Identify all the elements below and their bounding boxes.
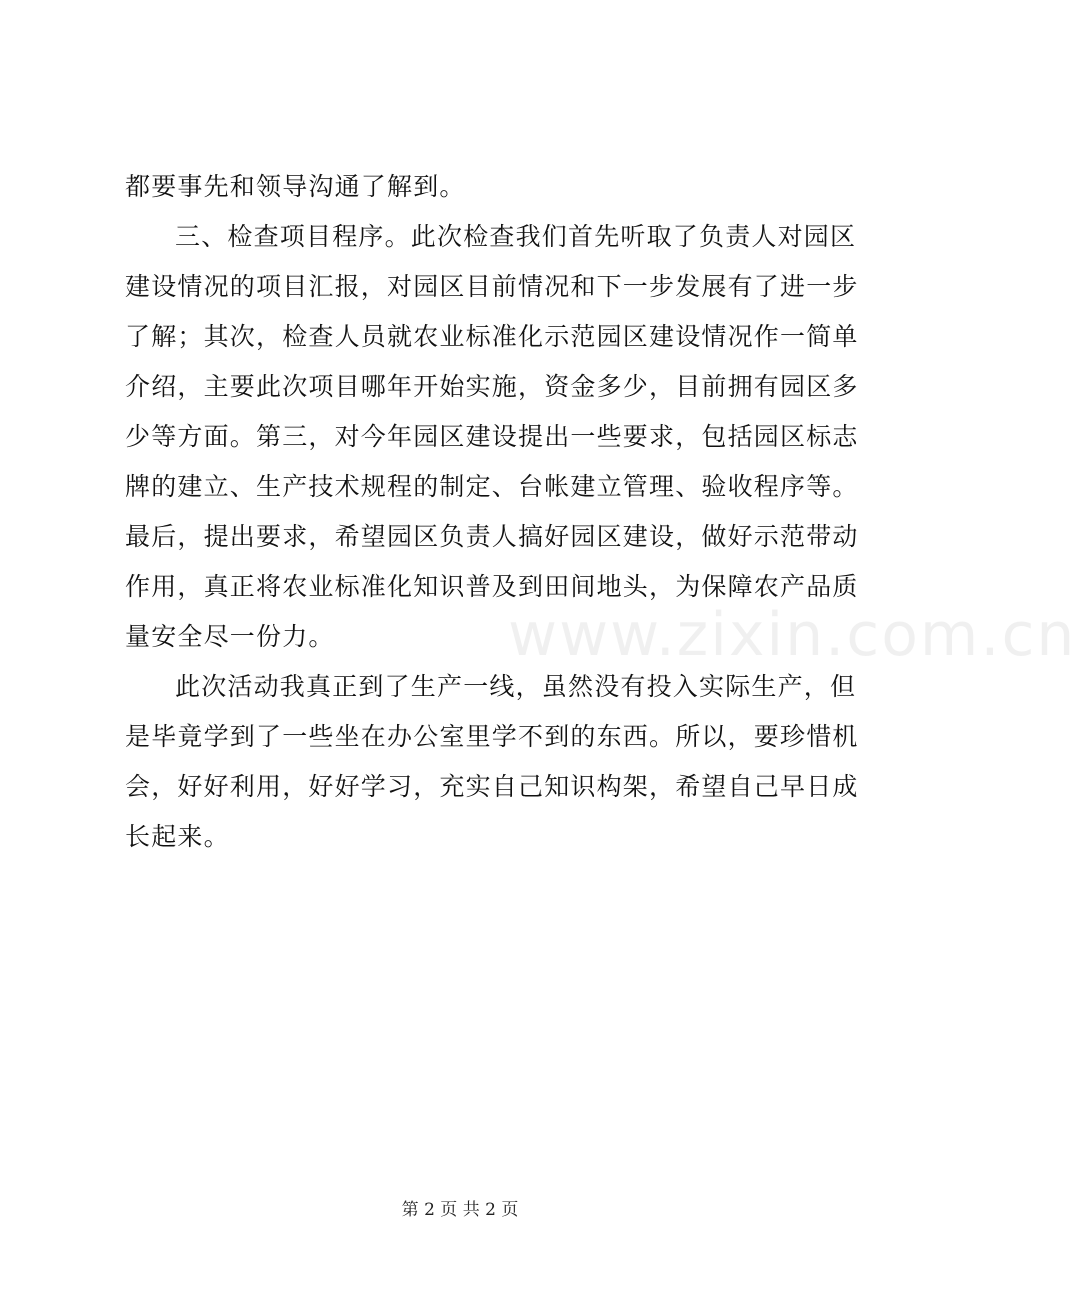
text-line: 建设情况的项目汇报，对园区目前情况和下一步发展有了进一步 [125,272,859,301]
text-line: 是毕竟学到了一些坐在办公室里学不到的东西。所以，要珍惜机 [125,722,859,751]
text-line-conclusion-start: 此次活动我真正到了生产一线，虽然没有投入实际生产，但 [175,672,857,701]
text-line-section-3-start: 三、检查项目程序。此次检查我们首先听取了负责人对园区 [175,222,857,251]
page-footer: 第 2 页 共 2 页 [401,1200,519,1220]
watermark: www.zixin.com.cn [508,600,1076,670]
text-line: 牌的建立、生产技术规程的制定、台帐建立管理、验收程序等。 [125,472,859,501]
text-line: 介绍，主要此次项目哪年开始实施，资金多少，目前拥有园区多 [125,372,859,401]
text-line: 最后，提出要求，希望园区负责人搞好园区建设，做好示范带动 [125,522,859,551]
text-line: 量安全尽一份力。 [125,622,335,651]
text-line: 了解；其次，检查人员就农业标准化示范园区建设情况作一简单 [125,322,859,351]
text-line: 作用，真正将农业标准化知识普及到田间地头，为保障农产品质 [125,572,859,601]
text-line: 长起来。 [125,822,230,851]
text-line: 少等方面。第三，对今年园区建设提出一些要求，包括园区标志 [125,422,859,451]
text-line-continuation: 都要事先和领导沟通了解到。 [125,172,466,201]
text-line: 会，好好利用，好好学习，充实自己知识构架，希望自己早日成 [125,772,859,801]
